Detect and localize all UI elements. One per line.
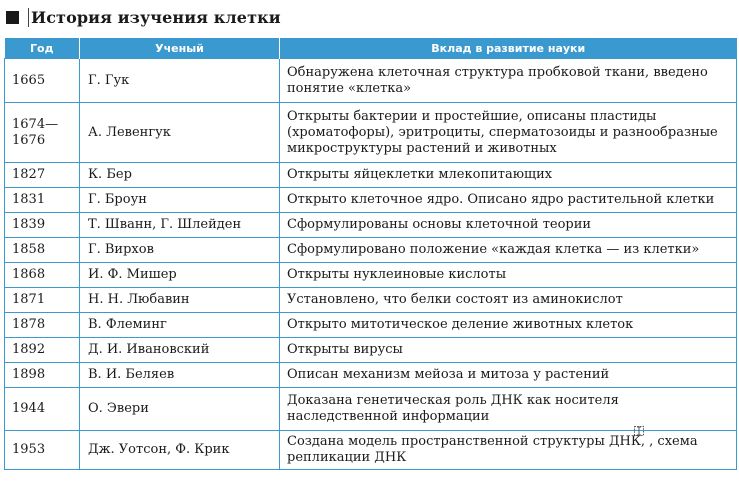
header-year: Год xyxy=(5,38,80,59)
text-select-cursor-icon xyxy=(632,424,646,438)
page-title: История изучения клетки xyxy=(31,7,281,27)
cell-year: 1665 xyxy=(5,59,80,103)
cell-contribution: Установлено, что белки состоят из аминокислот xyxy=(280,288,737,313)
table-row xyxy=(5,59,737,103)
cell-scientist: К. Бер xyxy=(80,163,280,188)
cell-year: 1858 xyxy=(5,238,80,263)
cell-contribution: Описан механизм мейоза и митоза у растений xyxy=(280,363,737,388)
cell-scientist: Т. Шванн, Г. Шлейден xyxy=(80,213,280,238)
cell-contribution: Открыто митотическое деление животных клеток xyxy=(280,313,737,338)
cell-year: 1674—1676 xyxy=(5,103,80,163)
cell-scientist: Н. Н. Любавин xyxy=(80,288,280,313)
table-row xyxy=(5,431,737,470)
table-row xyxy=(5,263,737,288)
cell-contribution: Обнаружена клеточная структура пробковой ткани, введено понятие «клетка» xyxy=(280,59,737,103)
cell-year: 1831 xyxy=(5,188,80,213)
table-row xyxy=(5,103,737,163)
table-row xyxy=(5,288,737,313)
cell-scientist: Д. И. Ивановский xyxy=(80,338,280,363)
cell-scientist: Г. Вирхов xyxy=(80,238,280,263)
table-row xyxy=(5,188,737,213)
cell-contribution: Открыты вирусы xyxy=(280,338,737,363)
cell-scientist: Дж. Уотсон, Ф. Крик xyxy=(80,431,280,470)
cell-scientist: Г. Гук xyxy=(80,59,280,103)
header-scientist: Ученый xyxy=(80,38,280,59)
cell-year: 1878 xyxy=(5,313,80,338)
cell-contribution: Сформулированы основы клеточной теории xyxy=(280,213,737,238)
cell-scientist: О. Эвери xyxy=(80,388,280,431)
cell-year: 1839 xyxy=(5,213,80,238)
table-row xyxy=(5,238,737,263)
cell-year: 1953 xyxy=(5,431,80,470)
cell-history-table xyxy=(4,38,737,470)
cell-contribution: Открыты нуклеиновые кислоты xyxy=(280,263,737,288)
cell-year: 1898 xyxy=(5,363,80,388)
cell-contribution: Открыты яйцеклетки млекопитающих xyxy=(280,163,737,188)
cell-contribution: Доказана генетическая роль ДНК как носителя наследственной информации xyxy=(280,388,737,431)
cell-contribution: Создана модель пространственной структуры ДНК, , схема репликации ДНК xyxy=(280,431,737,470)
heading-bullet-square xyxy=(6,11,19,24)
cell-year: 1871 xyxy=(5,288,80,313)
cell-contribution: Открыты бактерии и простейшие, описаны пластиды (хроматофоры), эритроциты, сперматозоиды и разнообразные микроструктуры растений и животных xyxy=(280,103,737,163)
cell-scientist: В. Флеминг xyxy=(80,313,280,338)
header-contribution: Вклад в развитие науки xyxy=(280,38,737,59)
table-row xyxy=(5,338,737,363)
cell-year: 1892 xyxy=(5,338,80,363)
cell-scientist: А. Левенгук xyxy=(80,103,280,163)
table-row xyxy=(5,363,737,388)
cell-year: 1827 xyxy=(5,163,80,188)
text-caret xyxy=(28,8,29,27)
table-row xyxy=(5,213,737,238)
cell-scientist: И. Ф. Мишер xyxy=(80,263,280,288)
table-row xyxy=(5,163,737,188)
cell-contribution: Сформулировано положение «каждая клетка — из клетки» xyxy=(280,238,737,263)
table-row xyxy=(5,388,737,431)
cell-year: 1868 xyxy=(5,263,80,288)
cell-scientist: В. И. Беляев xyxy=(80,363,280,388)
table-header-row xyxy=(5,38,737,59)
cell-scientist: Г. Броун xyxy=(80,188,280,213)
cell-year: 1944 xyxy=(5,388,80,431)
cell-contribution: Открыто клеточное ядро. Описано ядро растительной клетки xyxy=(280,188,737,213)
section-heading xyxy=(6,4,281,30)
table-row xyxy=(5,313,737,338)
